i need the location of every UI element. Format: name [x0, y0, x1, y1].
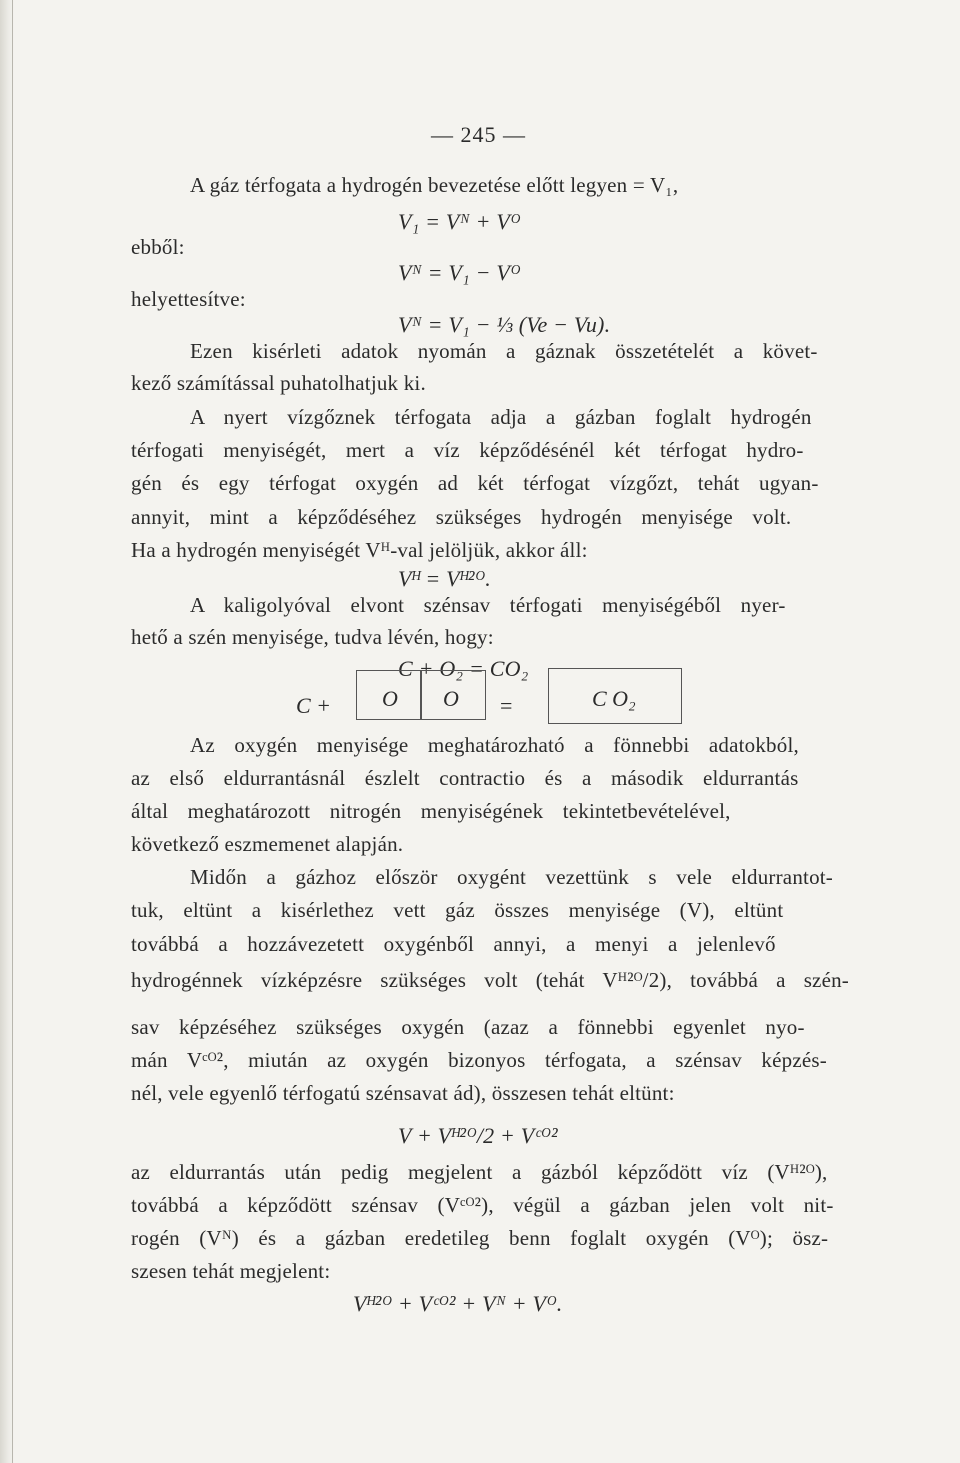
text-line: szesen tehát megjelent:: [131, 1259, 331, 1283]
oxygen-box-2-label: O: [443, 686, 459, 711]
text-line: továbbá a képződött szénsav (Vᶜᴼ²), végül a gázban jelen volt nit-: [131, 1193, 834, 1217]
equation: C + O₂ = CO₂: [398, 656, 529, 681]
text-line: az eldurrantás után pedig megjelent a gázból képződött víz (Vᴴ²ᴼ),: [131, 1160, 828, 1184]
text-line: gén és egy térfogat oxygén ad két térfogat vízgőzt, tehát ugyan-: [131, 471, 819, 495]
text-line: mán Vᶜᴼ², miután az oxygén bizonyos térfogata, a szénsav képzés-: [131, 1048, 827, 1072]
text-line: tuk, eltünt a kisérlethez vett gáz összes menyisége (V), eltünt: [131, 898, 784, 922]
equation: Vᴴ²ᴼ + Vᶜᴼ² + Vᴺ + Vᴼ.: [353, 1291, 563, 1316]
diagram-c-plus: C +: [296, 693, 332, 718]
oxygen-box-1-label: O: [382, 686, 398, 711]
page-number: — 245 —: [431, 122, 526, 147]
equation: Vᴺ = V₁ − Vᴼ: [398, 260, 521, 285]
equation: Vᴺ = V₁ − ⅓ (Ve − Vu).: [398, 312, 611, 337]
text-line: annyit, mint a képződéséhez szükséges hydrogén menyisége volt.: [131, 505, 792, 529]
text-line: Ha a hydrogén menyiségét Vᴴ-val jelöljük, akkor áll:: [131, 538, 588, 562]
text-line: nél, vele egyenlő térfogatú szénsavat ád), összesen tehát eltünt:: [131, 1081, 675, 1105]
text-line: helyettesítve:: [131, 287, 246, 311]
equation: V + Vᴴ²ᴼ/2 + Vᶜᴼ²: [398, 1123, 558, 1148]
text-line: által meghatározott nitrogén menyiségének tekintetbevételével,: [131, 799, 731, 823]
co2-box-label: C O₂: [592, 686, 636, 711]
text-line: továbbá a hozzávezetett oxygénből annyi, a menyi a jelenlevő: [131, 932, 776, 956]
text-line: kező számítással puhatolhatjuk ki.: [131, 371, 426, 395]
text-line: rogén (Vᴺ) és a gázban eredetileg benn foglalt oxygén (Vᴼ); ösz-: [131, 1226, 829, 1250]
diagram-equals: =: [500, 693, 513, 718]
text-line: térfogati menyiségét, mert a víz képződésénél két térfogat hydro-: [131, 438, 804, 462]
text-line: A nyert vízgőznek térfogata adja a gázban foglalt hydrogén: [190, 405, 812, 429]
text-line: hydrogénnek vízképzésre szükséges volt (tehát Vᴴ²ᴼ/2), továbbá a szén-: [131, 968, 849, 992]
text-line: hető a szén menyisége, tudva lévén, hogy:: [131, 625, 494, 649]
text-line: ebből:: [131, 235, 185, 259]
text-line: Midőn a gázhoz először oxygént vezettünk s vele eldurrantot-: [190, 865, 833, 889]
equation: V₁ = Vᴺ + Vᴼ: [398, 209, 521, 234]
text-line: következő eszmemenet alapján.: [131, 832, 404, 856]
text-line: Ezen kisérleti adatok nyomán a gáznak összetételét a követ-: [190, 339, 818, 363]
text-line: A gáz térfogata a hydrogén bevezetése előtt legyen = V₁,: [190, 173, 679, 197]
text-line: sav képzéséhez szükséges oxygén (azaz a fönnebbi egyenlet nyo-: [131, 1015, 805, 1039]
text-line: Az oxygén menyisége meghatározható a fönnebbi adatokból,: [190, 733, 799, 757]
equation: Vᴴ = Vᴴ²ᴼ.: [398, 566, 491, 591]
text-line: A kaligolyóval elvont szénsav térfogati menyiségéből nyer-: [190, 593, 786, 617]
text-line: az első eldurrantásnál észlelt contractio és a második eldurrantás: [131, 766, 799, 790]
